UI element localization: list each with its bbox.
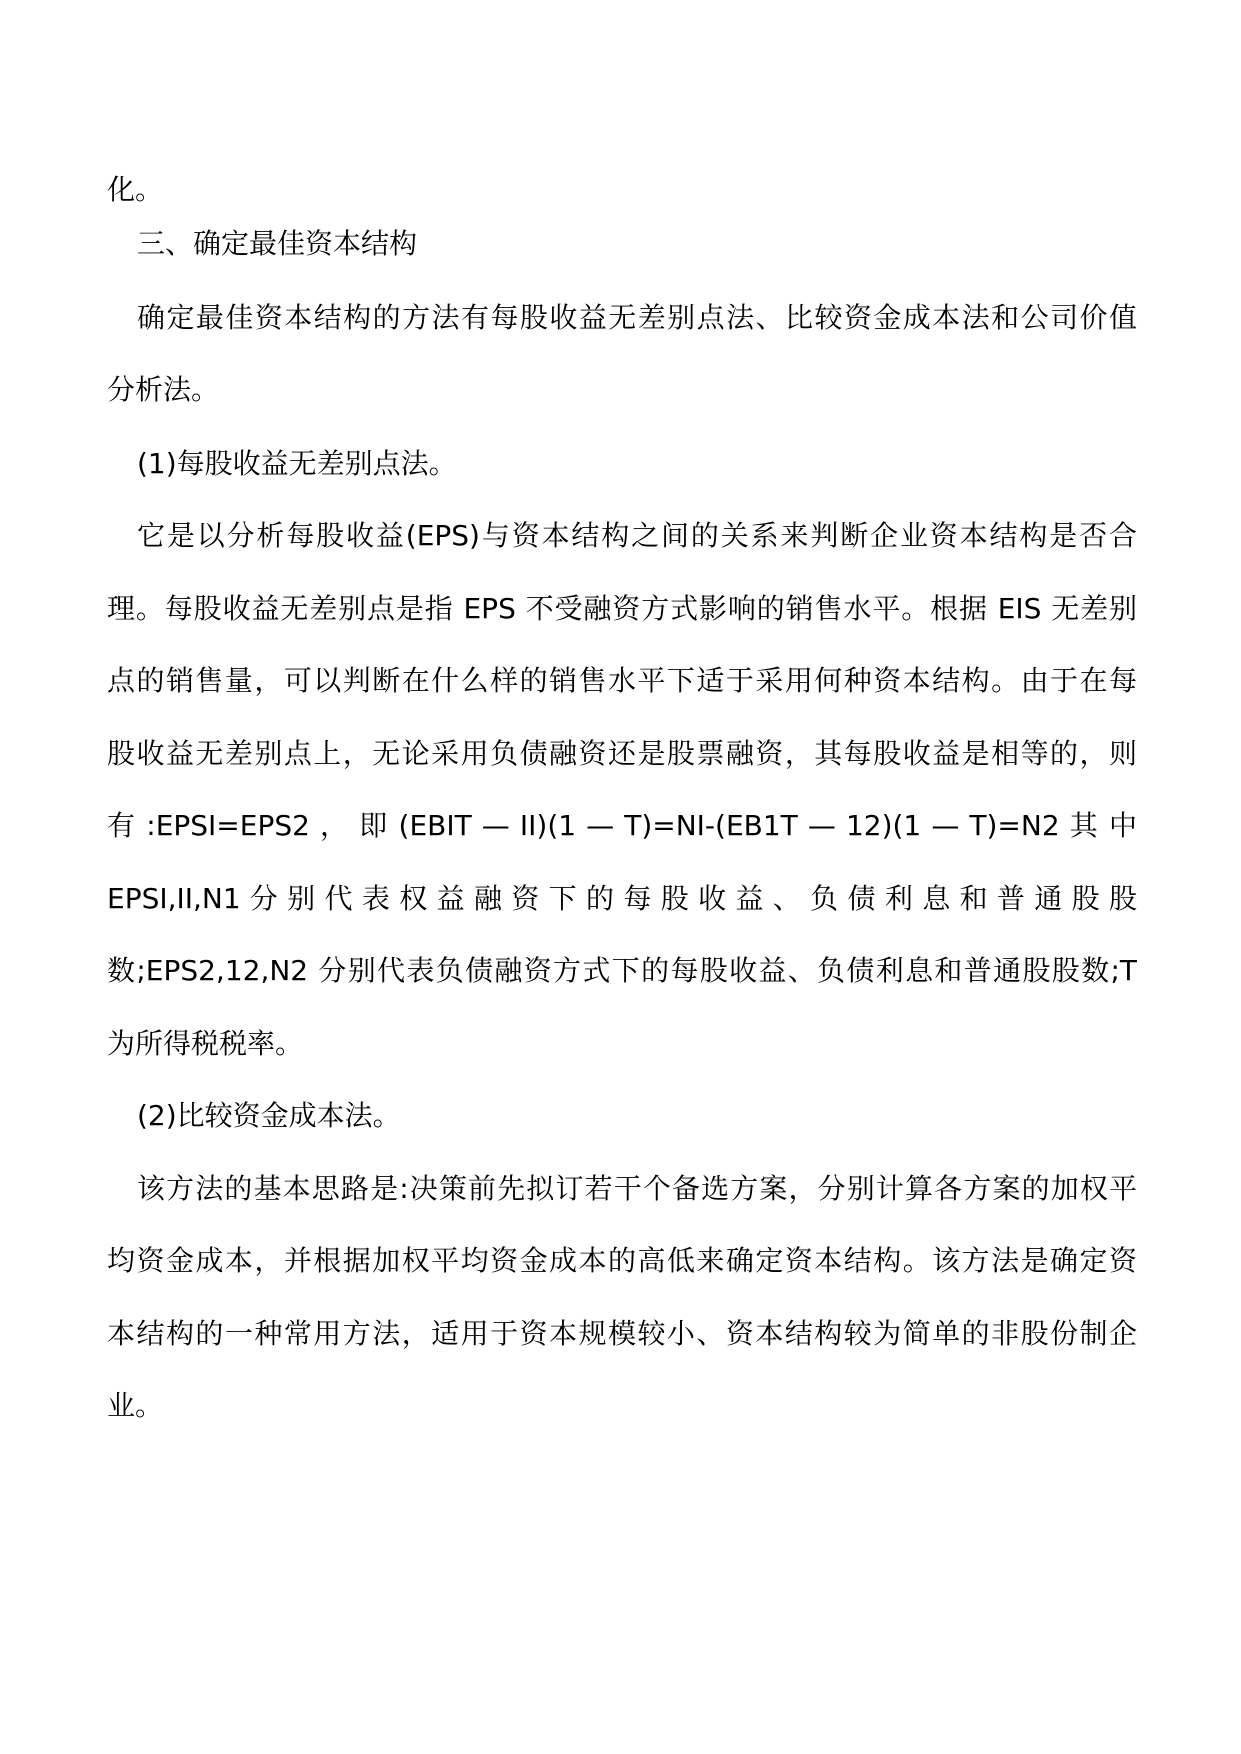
paragraph-line: 确定最佳资本结构的方法有每股收益无差别点法、比较资金成本法和公司价值: [137, 301, 1137, 334]
paragraph-line: 它是以分析每股收益(EPS)与资本结构之间的关系来判断企业资本结构是否合: [137, 519, 1137, 552]
paragraph-line: 该方法的基本思路是:决策前先拟订若干个备选方案，分别计算各方案的加权平: [137, 1172, 1137, 1205]
paragraph-line: 点的销售量，可以判断在什么样的销售水平下适于采用何种资本结构。由于在每: [107, 664, 1137, 697]
paragraph-line: 均资金成本，并根据加权平均资金成本的高低来确定资本结构。该方法是确定资: [107, 1244, 1137, 1277]
subsection-heading: (2)比较资金成本法。: [137, 1099, 401, 1132]
section-heading: 三、确定最佳资本结构: [137, 227, 418, 260]
paragraph-line: 业。: [107, 1389, 164, 1422]
paragraph-line: 数;EPS2,12,N2 分别代表负债融资方式下的每股收益、负债利息和普通股股数;T: [107, 954, 1137, 987]
subsection-heading: (1)每股收益无差别点法。: [137, 447, 457, 480]
paragraph-line: 化。: [107, 173, 164, 206]
formula-line: 有 :EPSI=EPS2 ， 即 (EBIT — II)(1 — T)=NI-(EB1T — 12)(1 — T)=N2 其 中: [107, 809, 1137, 842]
paragraph-line: EPSI,II,N1 分 别 代 表 权 益 融 资 下 的 每 股 收 益 、 负 债 利 息 和 普 通 股 股: [107, 882, 1137, 915]
paragraph-line: 本结构的一种常用方法，适用于资本规模较小、资本结构较为简单的非股份制企: [107, 1317, 1137, 1350]
paragraph-line: 为所得税税率。: [107, 1027, 304, 1060]
paragraph-line: 股收益无差别点上，无论采用负债融资还是股票融资，其每股收益是相等的，则: [107, 737, 1137, 770]
paragraph-line: 分析法。: [107, 373, 220, 406]
paragraph-line: 理。每股收益无差别点是指 EPS 不受融资方式影响的销售水平。根据 EIS 无差别: [107, 592, 1137, 625]
